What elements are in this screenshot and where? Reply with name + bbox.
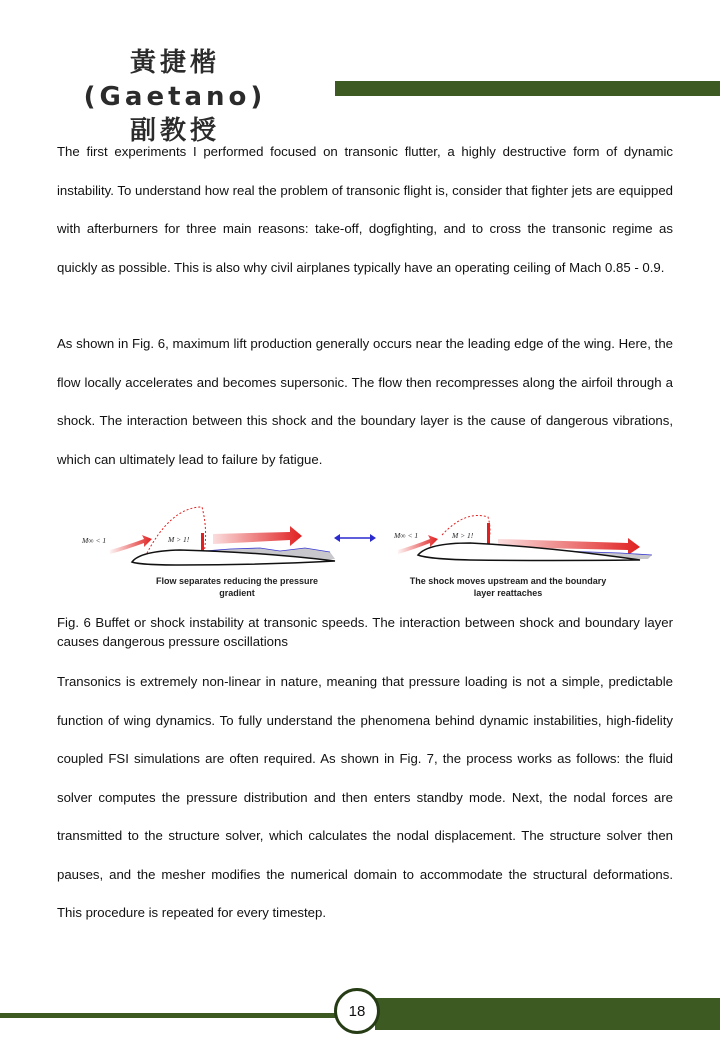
left-panel — [81, 507, 335, 598]
author-name: 黃捷楷(Gaetano) — [83, 48, 267, 112]
right-caption-line2: layer reattaches — [473, 588, 543, 598]
header-accent-bar — [335, 81, 720, 96]
paragraph-lift-shock: As shown in Fig. 6, maximum lift production generally occurs near the leading edge of the wing. Here, the flow locally accelerates and becomes supersonic. The flow then recompresses along the airfoil through a shock. The interaction between this shock and the boundary layer is the cause of dangerous vibrations, which can ultimately lead to failure by fatigue. — [57, 336, 673, 467]
right-caption-line1: The shock moves upstream and the boundary — [409, 576, 607, 586]
left-caption-line2: gradient — [219, 588, 255, 598]
left-mach-freestream: M∞ < 1 — [82, 536, 107, 545]
right-panel — [393, 515, 652, 598]
paragraph-transonic-flutter: The first experiments I performed focused on transonic flutter, a highly destructive form of dynamic instability. To understand how real the problem of transonic flight is, consider that fighter jets are equipped with afterburners for three main reasons: take-off, dogfighting, and to cross the transonic regime as quickly as possible. This is also why civil airplanes typically have an operating ceiling of Mach 0.85 - 0.9. — [57, 144, 673, 275]
right-mach-freestream: M∞ < 1 — [394, 531, 419, 540]
figure-buffet-diagram — [80, 505, 660, 605]
right-mach-local: M > 1! — [452, 531, 474, 540]
left-flow-arrow — [213, 526, 302, 546]
left-freestream-arrow — [110, 535, 152, 554]
page-number: 18 — [348, 1002, 366, 1020]
footer-line — [0, 1013, 345, 1018]
footer-accent-bar — [375, 998, 720, 1030]
left-mach-local: M > 1! — [168, 535, 190, 544]
author-title: 副教授 — [129, 116, 220, 146]
page-number-badge — [334, 988, 380, 1034]
figure-caption: Fig. 6 Buffet or shock instability at transonic speeds. The interaction between shock and boundary layer causes dangerous pressure oscillations — [57, 615, 673, 649]
transition-double-arrow — [334, 534, 376, 542]
right-shock-line — [487, 523, 490, 545]
paragraph-transonics-fsi: Transonics is extremely non-linear in nature, meaning that pressure loading is not a simple, predictable function of wing dynamics. To fully understand the phenomena behind dynamic instabilities, high-fidelity coupled FSI simulations are often required. As shown in Fig. 7, the process works as follows: the fluid solver computes the pressure distribution and then enters standby mode. Next, the nodal forces are transmitted to the structure solver, which calculates the nodal displacement. The structure solver then pauses, and the mesher modifies the numerical domain to accommodate the structural deformations. This procedure is repeated for every timestep. — [57, 674, 673, 920]
left-caption-line1: Flow separates reducing the pressure — [155, 576, 319, 586]
